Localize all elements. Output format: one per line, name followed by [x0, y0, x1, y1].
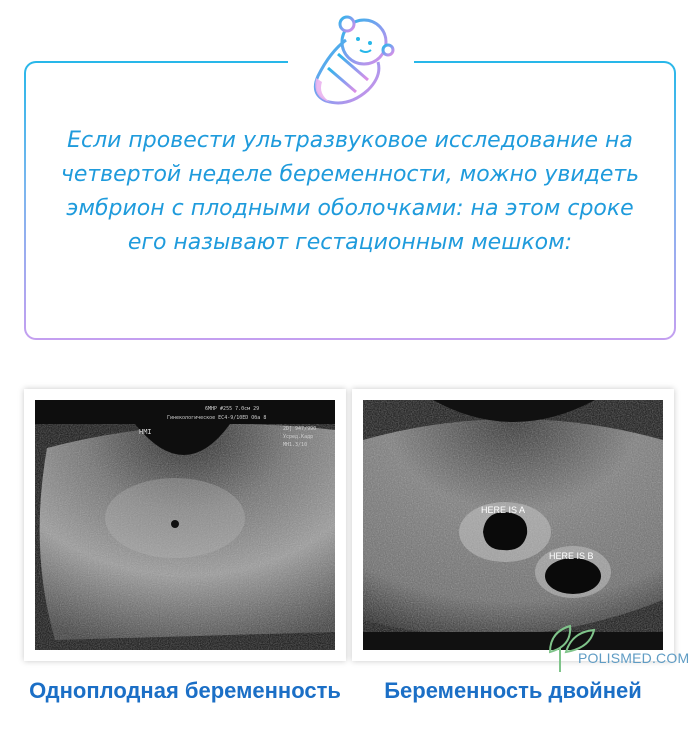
svg-text:2D] 947/990: 2D] 947/990	[283, 426, 317, 432]
svg-text:MH1.3/10: MH1.3/10	[283, 442, 308, 448]
baby-icon	[296, 6, 406, 112]
svg-text:Усред.Кадр: Усред.Кадр	[283, 434, 314, 440]
caption-twins: Беременность двойней	[384, 678, 642, 703]
svg-text:6MHP #255 7.0см 29: 6MHP #255 7.0см 29	[205, 406, 260, 412]
ultrasound-image	[35, 400, 335, 650]
scan-label-b: HERE IS B	[549, 551, 594, 561]
callout-text: Если провести ультразвуковое исследование на четвертой неделе беременности, можно увидеть эмбрион с плодными оболочками: на этом сроке его называют гестационным мешком:	[60, 128, 640, 255]
caption-singleton: Одноплодная беременность	[29, 678, 341, 703]
svg-text:Гинекологическое EC4-9/10ED: Гинекологическое EC4-9/10ED Оба 8	[167, 415, 267, 421]
scan-label-a: HERE IS A	[481, 505, 526, 515]
ultrasound-card-singleton	[24, 389, 346, 661]
watermark-text: POLISMED.COM	[578, 650, 690, 666]
scan-overlay-marker: HMI	[139, 428, 152, 436]
ultrasound-image	[363, 400, 663, 650]
